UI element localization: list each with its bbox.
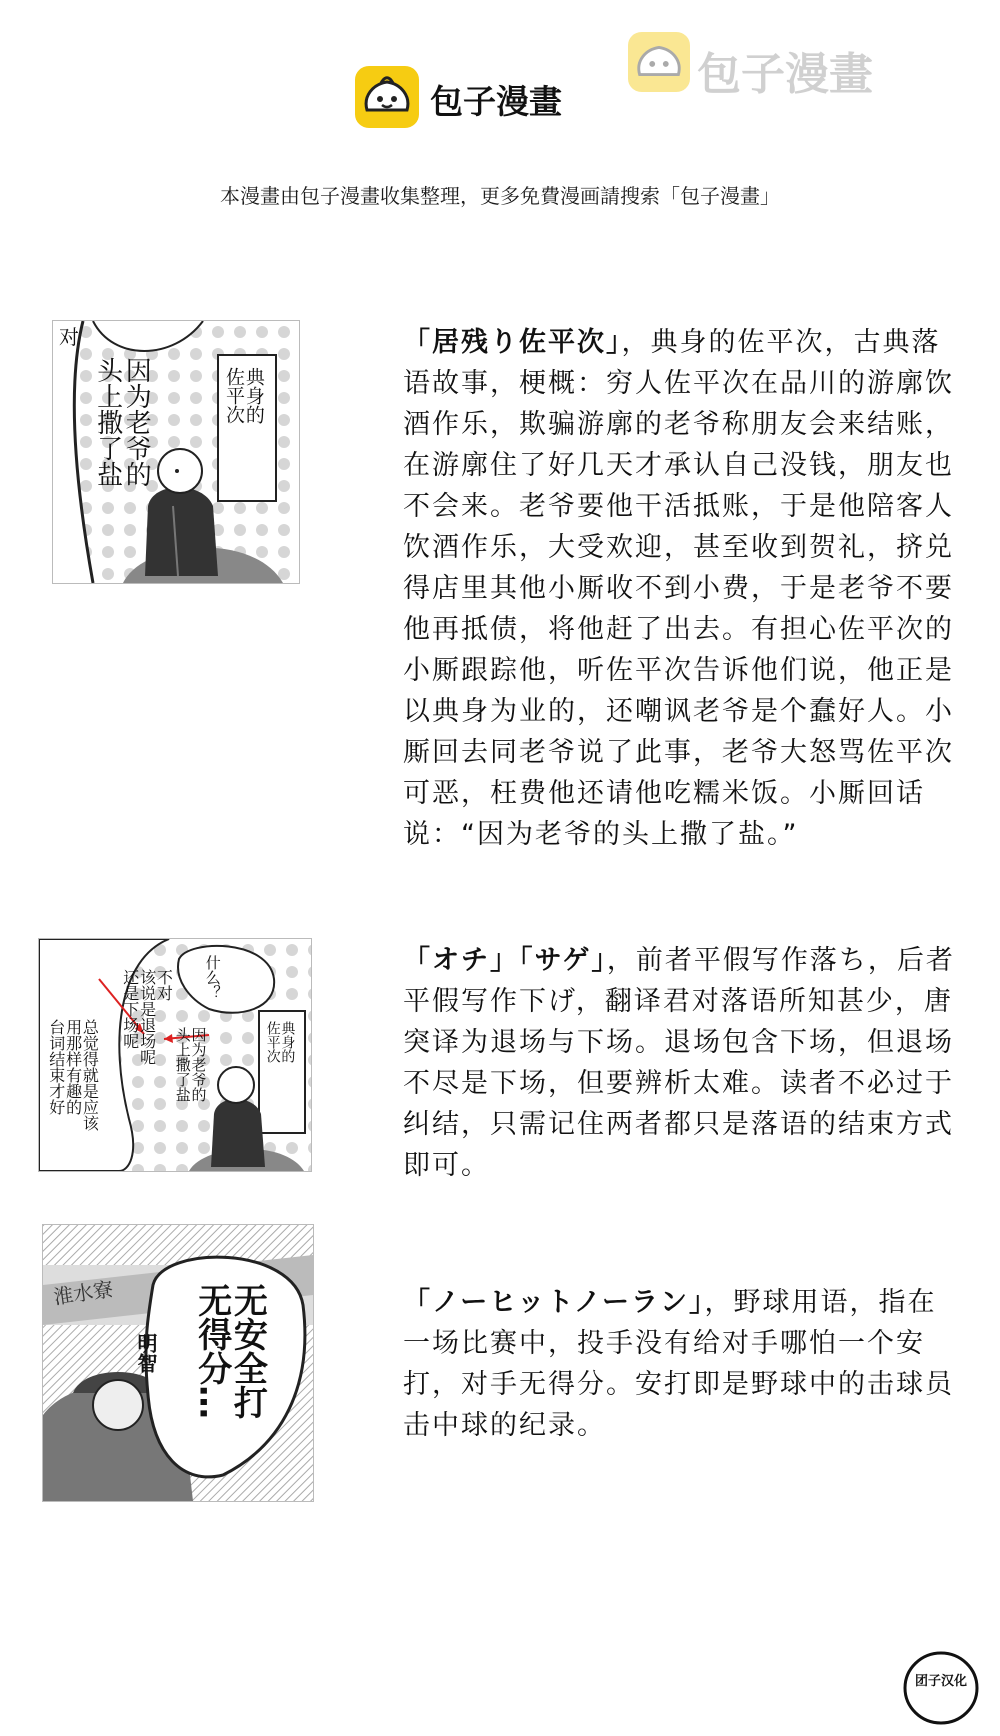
panel-2-speech-left: 总觉得就是应该 用那样有趣的 台词结束才好 [46, 1019, 100, 1131]
panel-1-speech: 因为老爷的 头上撒了盐 [92, 357, 152, 487]
note-2-term: 「オチ」「サゲ」 [403, 945, 607, 976]
panel-3-speech: 无安全打 无得分… [191, 1283, 268, 1419]
note-3 [403, 1282, 963, 1446]
note-1-text: ，典身的佐平次，古典落语故事，梗概：穷人佐平次在品川的游廓饮酒作乐，欺骗游廓的老爷称朋友会来结账，在游廓住了好几天才承认自己没钱，朋友也不会来。老爷要他干活抵账，于是他陪客人饮酒作乐，大受欢迎，甚至收到贺礼，挤兑得店里其他小厮收不到小费，于是老爷不要他再抵债，将他赶了出去。有担心佐平次的小厮跟踪他，听佐平次告诉他们说，他正是以典身为业的，还嘲讽老爷是个蠢好人。小厮回去同老爷说了此事，老爷大怒骂佐平次可恶，枉费他还请他吃糯米饭。小厮回话说：“因为老爷的头上撒了盐。” [403, 327, 954, 850]
note-3-text: ，野球用语，指在一场比赛中，投手没有给对手哪怕一个安打，对手无得分。安打即是野球中的击球员击中球的纪录。 [403, 1287, 954, 1441]
site-notice: 本漫畫由包子漫畫收集整理，更多免費漫画請搜索「包子漫畫」 [220, 184, 780, 208]
panel-3-name: 明智 [134, 1333, 158, 1373]
panel-2-speech-mid: 不对 该说是退场呢 还是下场呢 [120, 969, 174, 1065]
panel-1-fragment: 对 [59, 325, 79, 349]
watermark-text: 包子漫畫 [697, 49, 873, 100]
panel-2-speech-small: 什么？ [203, 955, 222, 1000]
panel-2-caption: 典身的 佐平次 [264, 1021, 296, 1063]
manga-panel-2 [38, 938, 312, 1172]
panel-2-speech-right: 因为老爷的 头上撒了盐 [173, 1027, 208, 1102]
panel-3-banner: 淮水寮 [51, 1276, 115, 1310]
note-2 [403, 940, 963, 1186]
note-1-term: 「居残り佐平次」 [403, 327, 622, 358]
note-3-term: 「ノーヒットノーラン」 [403, 1287, 705, 1318]
watermark-logo-icon [628, 32, 690, 92]
note-2-text: ，前者平假写作落ち，后者平假写作下げ，翻译君对落语所知甚少，唐突译为退场与下场。退场包含下场，但退场不尽是下场，但要辨析太难。读者不必过于纠结，只需记住两者都只是落语的结束方式即可。 [403, 945, 955, 1181]
stamp-text: 团子汉化 [914, 1674, 968, 1689]
panel-1-caption: 典身的 佐平次 [222, 367, 265, 424]
manga-panel-3 [42, 1224, 314, 1502]
scanlation-stamp-logo [902, 1650, 980, 1726]
brand-logo-text: 包子漫畫 [430, 82, 562, 121]
manga-panel-1 [52, 320, 300, 584]
note-1 [403, 322, 963, 855]
brand-logo-icon [355, 66, 419, 128]
